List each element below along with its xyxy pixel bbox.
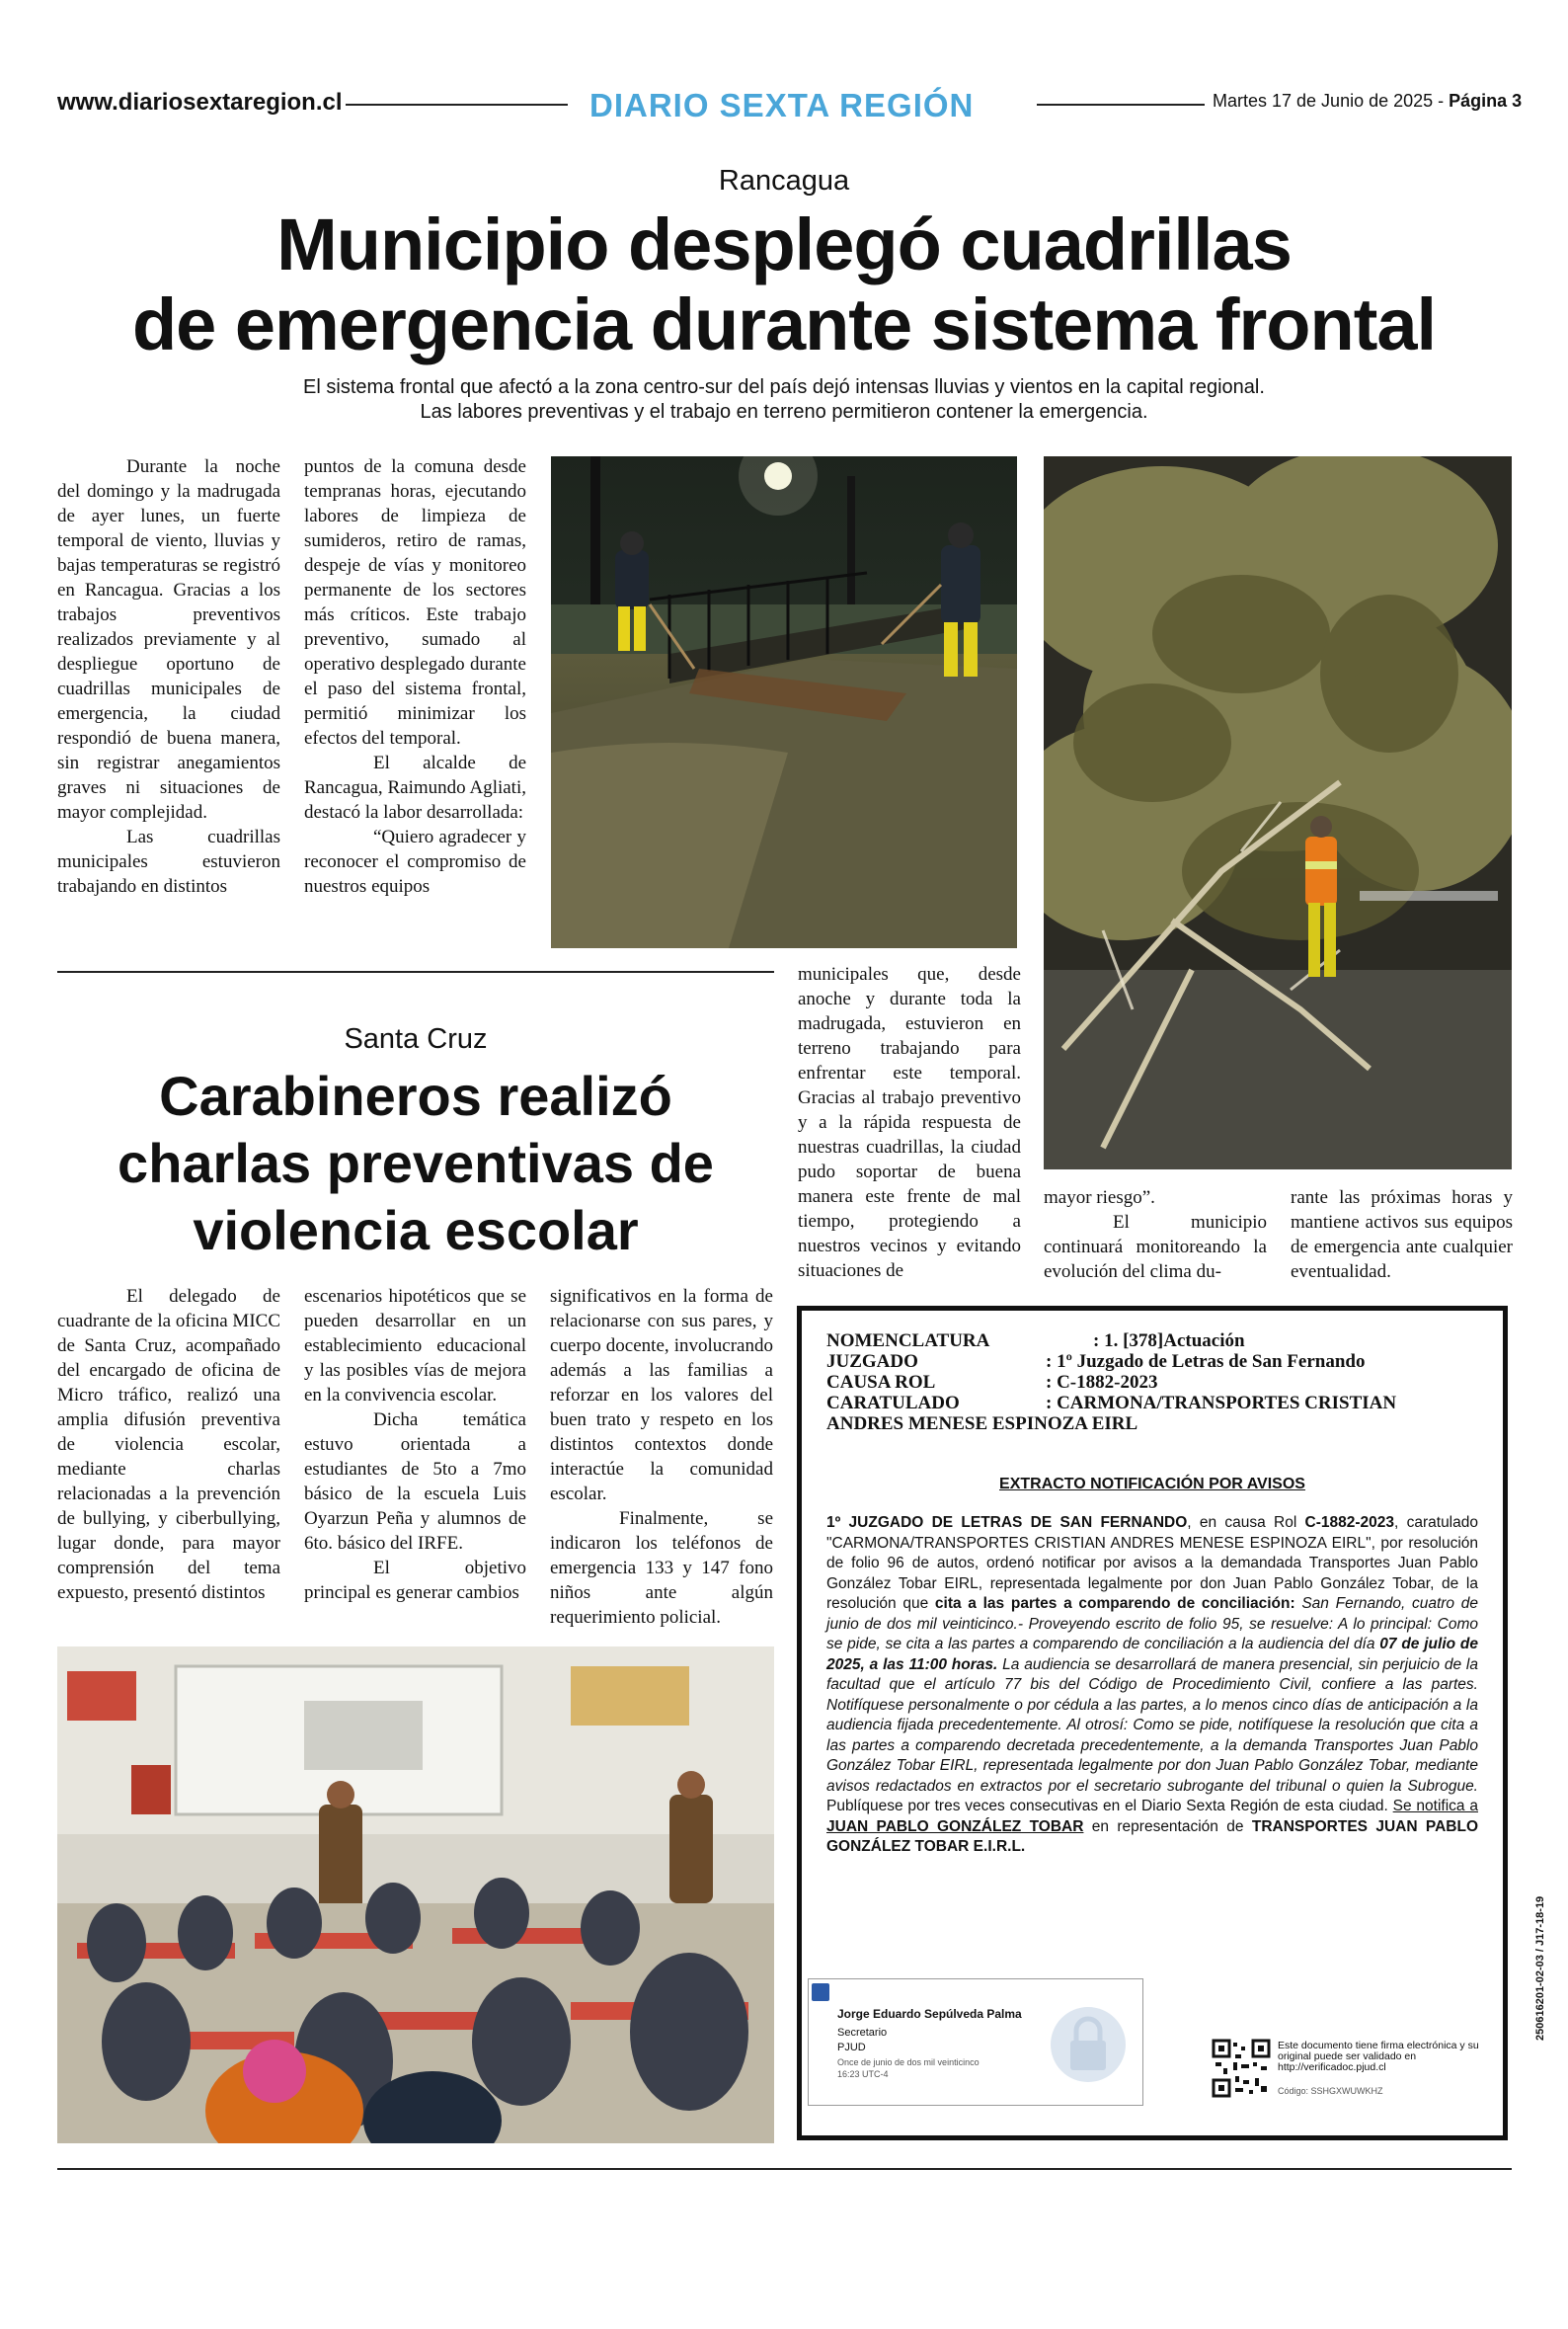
story1-paragraph: municipales que, desde anoche y durante toda la madrugada, estuvieron en terreno trabajando para enfrentar este temporal. Gracias al trabajo preventivo y a la rápida respuesta de nuestras cuadrillas, la ciudad pudo soportar de buena manera este frente de mal tiempo, protegiendo a nuestros vecinos y evitando situaciones de — [798, 964, 1021, 1281]
notice-side-code: 250616201-02-03 / J17-18-19 — [1534, 1895, 1546, 2041]
site-url[interactable]: www.diariosextaregion.cl — [57, 89, 343, 116]
story1-deck-line2: Las labores preventivas y el trabajo en terreno permitieron contener la emergencia. — [420, 401, 1148, 423]
story2-headline-line1: Carabineros realizó — [159, 1065, 672, 1127]
notice-row-value: : C-1882-2023 — [1046, 1372, 1158, 1393]
story1-column-4 — [1044, 1185, 1267, 1284]
story2-photo-classroom — [57, 1646, 774, 2143]
page-number: Página 3 — [1449, 91, 1523, 111]
signature-date: Once de junio de dos mil veinticinco — [837, 2057, 980, 2067]
story1-column-1 — [57, 454, 280, 899]
signature-time: 16:23 UTC-4 — [837, 2069, 889, 2079]
story2-paragraph: Finalmente, se indicaron los teléfonos de emergencia 133 y 147 fono niños ante algún requerimiento policial. — [550, 1508, 773, 1628]
notice-company-name: TRANSPORTES JUAN PABLO GONZÁLEZ TOBAR E.I.R.L. — [826, 1817, 1478, 1855]
notice-row-value: : 1. [378]Actuación — [1093, 1330, 1245, 1351]
notice-hearing-date: 07 de julio de 2025, a las 11:00 horas. — [826, 1636, 1478, 1673]
signer-org: PJUD — [837, 2042, 866, 2053]
notice-resolution-text: La audiencia se desarrollará de manera presencial, sin perjuicio de la facultad que el artículo 77 bis del Código de Procedimiento Civil, confiere a las partes. Notifíquese personalmente o por cédula a las partes, a lo menos cinco días de anticipación a la audiencia fijada precedentemente. Al otrosí: Como se pide, notifíquese la resolución que cita a las partes a comparendo decretada precedentemente, a la demanda Transportes Juan Pablo González Tobar EIRL, representada legalmente por don Juan Pablo González Tobar, mediante avisos redactados en extractos por el secretario subrogante del tribunal o quien la Subrogue. — [826, 1655, 1478, 1795]
verify-text: Este documento tiene firma electrónica y su original puede ser validado en http://verificadoc.pjud.cl — [1278, 2040, 1479, 2073]
story1-paragraph: mayor riesgo”. — [1044, 1187, 1155, 1208]
story1-paragraph: puntos de la comuna desde tempranas horas, ejecutando labores de limpieza de sumideros, retiro de ramas, despeje de vías y monitoreo permanente de los sectores más críticos. Este trabajo preventivo, sumado al operativo desplegado durante el paso del sistema frontal, permitió minimizar los efectos del temporal. — [304, 456, 526, 749]
date-text: Martes 17 de Junio de 2025 - — [1213, 91, 1450, 111]
notice-row-value: : 1º Juzgado de Letras de San Fernando — [1046, 1351, 1366, 1372]
verify-code: Código: SSHGXWUWKHZ — [1278, 2086, 1383, 2096]
notice-text: , caratulado "CARMONA/TRANSPORTES CRISTIAN ANDRES MENESE ESPINOZA EIRL", por resolución de folio 96 de autos, ordenó notificar por avisos a la demandada Transportes Juan Pablo González Tobar EIRL, representada legalmente por don Juan Pablo González Tobar, de la resolución que — [826, 1514, 1478, 1612]
notice-row-label: CARATULADO — [826, 1393, 960, 1413]
padlock-icon — [1049, 1997, 1128, 2088]
newspaper-name: DIARIO SEXTA REGIÓN — [589, 87, 975, 123]
story1-photo-fallen-tree — [1044, 456, 1512, 1169]
page-bottom-rule — [57, 2168, 1512, 2170]
story2-column-3 — [550, 1284, 773, 1630]
story1-headline-line1: Municipio desplegó cuadrillas — [276, 203, 1292, 285]
story1-paragraph: Las cuadrillas municipales estuvieron trabajando en distintos — [57, 827, 280, 897]
story1-column-2 — [304, 454, 526, 899]
masthead-rule-left — [346, 104, 568, 106]
story1-photo-drain-workers — [551, 456, 1017, 948]
notice-title: EXTRACTO NOTIFICACIÓN POR AVISOS — [999, 1476, 1305, 1492]
notice-body — [826, 1513, 1478, 1858]
signer-role: Secretario — [837, 2027, 888, 2039]
classroom-image — [57, 1646, 774, 2143]
notice-text: Publíquese por tres veces consecutivas en el Diario Sexta Región de esta ciudad. — [826, 1798, 1393, 1814]
story1-kicker: Rancagua — [718, 165, 850, 197]
story1-headline-line2: de emergencia durante sistema frontal — [131, 283, 1437, 365]
story1-paragraph: rante las próximas horas y mantiene activos sus equipos de emergencia ante cualquier eventualidad. — [1291, 1187, 1513, 1282]
notice-caratulado-continued: ANDRES MENESE ESPINOZA EIRL — [826, 1413, 1138, 1434]
court-seal-icon — [812, 1983, 829, 2001]
signer-name: Jorge Eduardo Sepúlveda Palma — [837, 2007, 1022, 2021]
notice-notify-text: Se notifica a — [1392, 1798, 1478, 1814]
notice-row-label: CAUSA ROL — [826, 1372, 936, 1393]
notice-row-value: : CARMONA/TRANSPORTES CRISTIAN — [1046, 1393, 1397, 1413]
story1-paragraph: El alcalde de Rancagua, Raimundo Agliati, destacó la labor desarrollada: — [304, 753, 526, 823]
notice-text: , en causa Rol — [1187, 1514, 1305, 1531]
story2-paragraph: Dicha temática estuvo orientada a estudiantes de 5to a 7mo básico de la escuela Luis Oyarzun Peña y alumnos de 6to. básico del IRFE. — [304, 1409, 526, 1554]
fallen-tree-image — [1044, 456, 1512, 1169]
story1-paragraph: “Quiero agradecer y reconocer el compromiso de nuestros equipos — [304, 827, 526, 897]
story1-deck-line1: El sistema frontal que afectó a la zona centro-sur del país dejó intensas lluvias y vientos en la capital regional. — [303, 376, 1265, 398]
story1-paragraph: Durante la noche del domingo y la madrugada de ayer lunes, un fuerte temporal de viento, lluvias y bajas temperaturas se registró en Rancagua. Gracias a los trabajos preventivos realizados previamente y al despliegue oportuno de cuadrillas municipales de emergencia, la ciudad respondió de buena manera, sin registrar anegamientos graves ni situaciones de mayor complejidad. — [57, 456, 280, 823]
drain-workers-image — [551, 456, 1017, 948]
story1-separator — [57, 971, 774, 973]
notice-header-table — [826, 1330, 1458, 1434]
story1-column-3 — [798, 962, 1021, 1283]
story2-paragraph: El delegado de cuadrante de la oficina MICC de Santa Cruz, acompañado del encargado de oficina de Micro tráfico, realizó una amplia difusión preventiva de violencia escolar, mediante charlas relacionadas a la prevención de bullying, y ciberbullying, lugar donde, para mayor comprensión del tema expuesto, presentó distintos — [57, 1286, 280, 1603]
story1-column-5 — [1291, 1185, 1513, 1284]
story1-paragraph: El municipio continuará monitoreando la evolución del clima du- — [1044, 1212, 1267, 1282]
notice-case-number: C-1882-2023 — [1304, 1514, 1395, 1531]
story2-headline-line3: violencia escolar — [193, 1199, 639, 1261]
masthead-rule-right — [1037, 104, 1205, 106]
notice-resolution-text: San Fernando, cuatro de junio de dos mil veinticinco.- Proveyendo escrito de folio 95, se resuelve: A lo principal: Como se pide, se cita a las partes a comparendo de conciliación a la audiencia del día — [826, 1595, 1478, 1652]
story2-column-1 — [57, 1284, 280, 1605]
notice-court-name: 1º JUZGADO DE LETRAS DE SAN FERNANDO — [826, 1514, 1188, 1531]
story2-column-2 — [304, 1284, 526, 1605]
notice-text: en representación de — [1083, 1817, 1252, 1835]
notice-row-nomenclatura — [826, 1330, 1458, 1351]
notice-row-causa-rol — [826, 1372, 1458, 1393]
notice-row-caratulado — [826, 1393, 1458, 1413]
notice-notified-person: JUAN PABLO GONZÁLEZ TOBAR — [826, 1817, 1084, 1835]
notice-row-label: NOMENCLATURA — [826, 1330, 990, 1351]
issue-date — [1213, 91, 1522, 112]
story2-headline-line2: charlas preventivas de — [118, 1132, 714, 1194]
qr-code-icon[interactable] — [1212, 2039, 1271, 2098]
notice-row-label: JUZGADO — [826, 1351, 918, 1372]
story2-paragraph: significativos en la forma de relacionarse con sus pares, y cuerpo docente, involucrando además a las familias a reforzar en los valores del buen trato y respeto en los distintos contextos donde interactúe la comunidad escolar. — [550, 1286, 773, 1504]
story2-paragraph: El objetivo principal es generar cambios — [304, 1558, 526, 1603]
notice-citation: cita a las partes a comparendo de conciliación: — [934, 1595, 1295, 1612]
story2-kicker: Santa Cruz — [344, 1023, 488, 1055]
story2-paragraph: escenarios hipotéticos que se pueden desarrollar en un establecimiento educacional y las posibles vías de mejora en la convivencia escolar. — [304, 1286, 526, 1405]
notice-row-juzgado — [826, 1351, 1458, 1372]
